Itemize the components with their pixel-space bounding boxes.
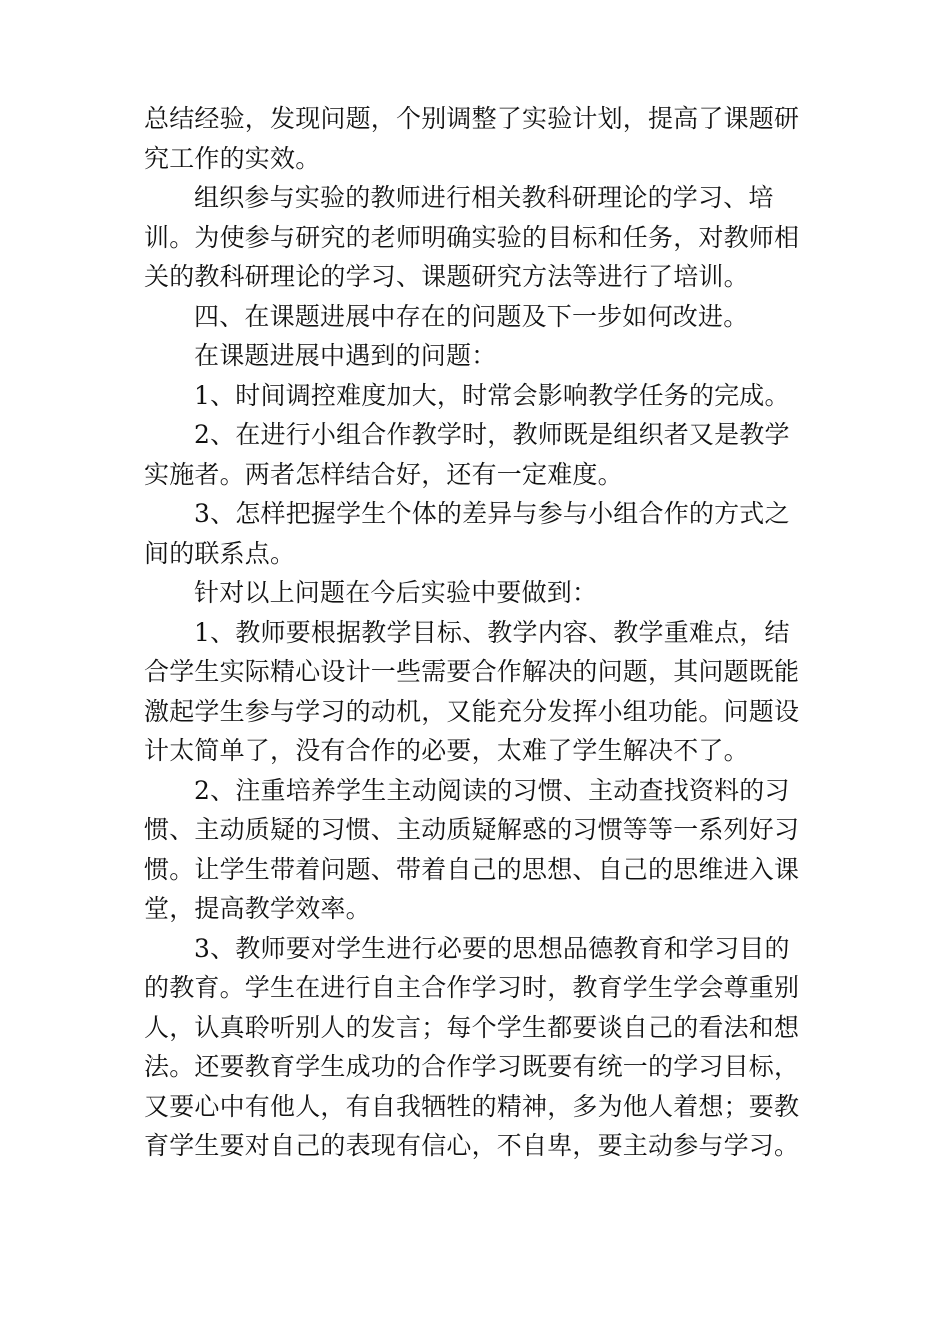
text-line: 计太简单了，没有合作的必要，太难了学生解决不了。 [144,736,749,765]
text-line: 惯、主动质疑的习惯、主动质疑解惑的习惯等等一系列好习 [144,815,800,844]
text-line: 在课题进展中遇到的问题： [194,341,497,370]
text-line: 堂，提高教学效率。 [144,894,371,923]
text-line: 3、教师要对学生进行必要的思想品德教育和学习目的 [194,933,790,963]
text-line: 间的联系点。 [144,538,296,568]
text-line: 四、在课题进展中存在的问题及下一步如何改进。 [194,301,749,331]
text-line: 合学生实际精心设计一些需要合作解决的问题，其问题既能 [144,657,800,686]
text-line: 训。为使参与研究的老师明确实验的目标和任务，对教师相 [144,222,800,252]
text-line: 育学生要对自己的表现有信心，不自卑，要主动参与学习。 [144,1131,800,1160]
text-line: 又要心中有他人，有自我牺牲的精神，多为他人着想；要教 [144,1091,800,1121]
text-line: 组织参与实验的教师进行相关教科研理论的学习、培 [194,183,774,212]
text-line: 关的教科研理论的学习、课题研究方法等进行了培训。 [144,262,749,291]
text-line: 激起学生参与学习的动机，又能充分发挥小组功能。问题设 [144,696,800,726]
text-line: 总结经验，发现问题，个别调整了实验计划，提高了课题研 [144,104,800,133]
text-line: 2、注重培养学生主动阅读的习惯、主动查找资料的习 [194,775,790,805]
text-line: 2、在进行小组合作教学时，教师既是组织者又是教学 [194,420,790,449]
text-line: 惯。让学生带着问题、带着自己的思想、自己的思维进入课 [144,854,800,884]
text-line: 针对以上问题在今后实验中要做到： [194,578,598,607]
text-line: 实施者。两者怎样结合好，还有一定难度。 [144,459,623,489]
text-line: 1、时间调控难度加大，时常会影响教学任务的完成。 [194,380,790,410]
text-line: 1、教师要根据教学目标、教学内容、教学重难点，结 [194,617,790,647]
text-line: 究工作的实效。 [144,143,321,173]
text-line: 的教育。学生在进行自主合作学习时，教育学生学会尊重别 [144,973,800,1002]
text-line: 法。还要教育学生成功的合作学习既要有统一的学习目标， [144,1052,800,1081]
document-body [144,99,810,1166]
text-line: 3、怎样把握学生个体的差异与参与小组合作的方式之 [194,499,790,528]
text-line: 人，认真聆听别人的发言；每个学生都要谈自己的看法和想 [144,1012,800,1042]
